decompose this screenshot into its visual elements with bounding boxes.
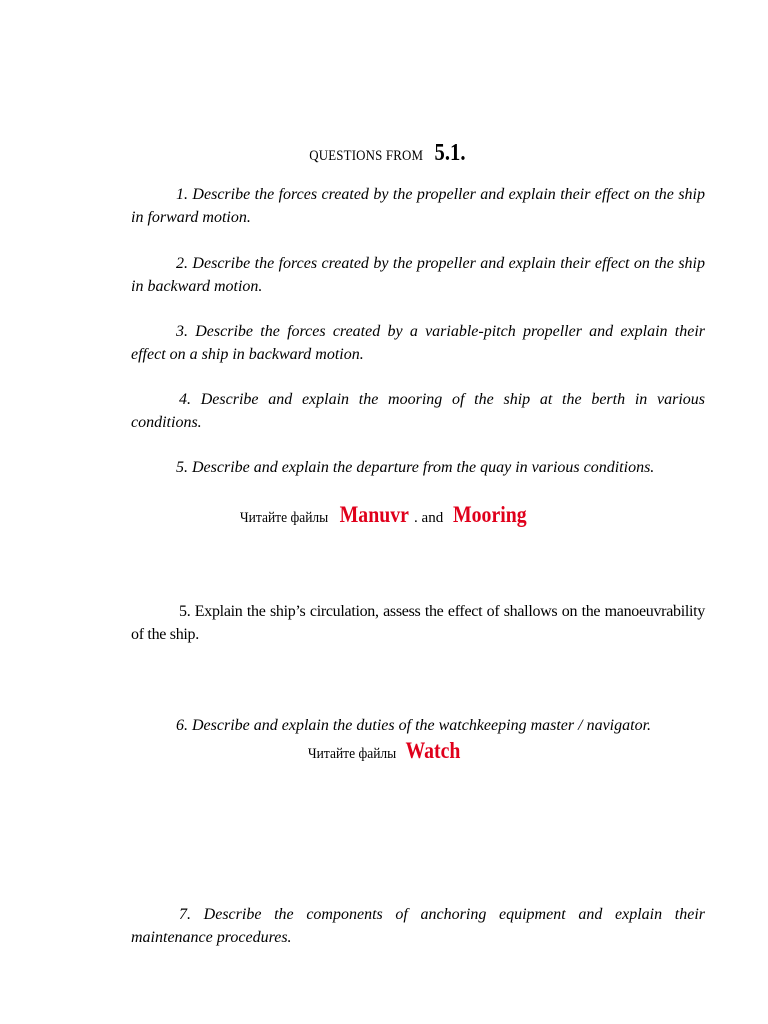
question-5b-text: 5. Explain the ship’s circulation, assess the effect of shallows on the manoeuvrability of the ship. xyxy=(131,603,705,643)
question-3 xyxy=(131,320,705,366)
files-reference-1-conjunction: and xyxy=(417,510,447,526)
file-link-manuvr[interactable]: Manuvr xyxy=(339,502,409,527)
files-reference-1-prefix: Читайте файлы xyxy=(240,510,329,526)
question-5a xyxy=(131,456,705,479)
question-2-text: 2. Describe the forces created by the propeller and explain their effect on the ship in backward motion. xyxy=(131,255,705,295)
file-link-mooring[interactable]: Mooring xyxy=(452,502,527,527)
files-reference-1 xyxy=(0,502,768,528)
question-3-text: 3. Describe the forces created by a variable-pitch propeller and explain their effect on a ship in backward motion. xyxy=(131,323,705,363)
question-7 xyxy=(131,903,705,949)
question-4 xyxy=(131,388,705,434)
question-6-text: 6. Describe and explain the duties of the watchkeeping master / navigator. xyxy=(176,717,652,734)
files-reference-2 xyxy=(0,738,768,764)
question-4-text: 4. Describe and explain the mooring of the ship at the berth in various conditions. xyxy=(131,391,705,431)
heading-prefix: QUESTIONS FROM xyxy=(309,148,423,164)
heading-section-number: 5.1. xyxy=(434,140,466,166)
files-reference-1-separator: . xyxy=(414,510,418,526)
question-7-text: 7. Describe the components of anchoring equipment and explain their maintenance procedures. xyxy=(131,906,705,946)
question-1 xyxy=(131,183,705,229)
question-5a-text: 5. Describe and explain the departure from the quay in various conditions. xyxy=(176,459,655,476)
question-2 xyxy=(131,252,705,298)
files-reference-2-prefix: Читайте файлы xyxy=(307,746,397,762)
question-1-text: 1. Describe the forces created by the propeller and explain their effect on the ship in forward motion. xyxy=(131,186,705,226)
question-6 xyxy=(131,714,705,737)
file-link-watch[interactable]: Watch xyxy=(405,738,461,763)
page-heading xyxy=(0,140,768,167)
question-5b xyxy=(131,600,705,646)
